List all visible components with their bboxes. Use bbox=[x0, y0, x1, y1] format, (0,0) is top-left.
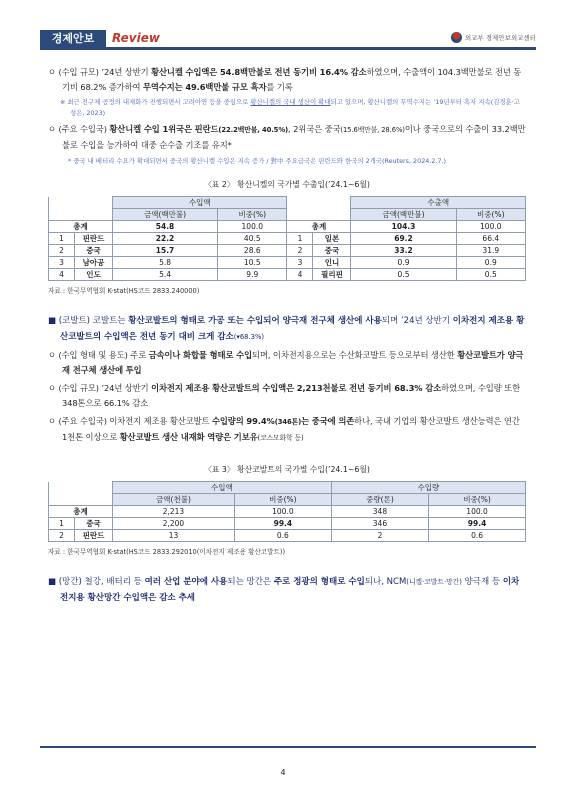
table-row: 4 인도 5.4 9.9 4 필리핀 0.5 0.5 bbox=[49, 269, 526, 281]
footer-divider bbox=[40, 746, 536, 748]
page-number: 4 bbox=[280, 768, 286, 777]
paragraph-import-scale-cobalt: ㅇ (수입 규모) ’24년 상반기 이차전지 제조용 황산코발트의 수입액은 2,213천불로 전년 동기비 68.3% 감소하였으며, 수입량 또한 348톤으로 66.1% 감소 bbox=[48, 383, 520, 408]
table3-qty-head: 수입량 bbox=[331, 482, 525, 494]
paragraph-import-form-cobalt: ㅇ (수입 형태 및 용도) 주로 금속이나 화합물 형태로 수입되며, 이차전지용으로는 수산화코발트 등으로부터 생산한 황산코발트가 양극재 전구체 생산에 투입 bbox=[48, 350, 524, 375]
org-label bbox=[451, 32, 536, 43]
note-china-demand: * 중국 내 배터리 수요가 확대되면서 중국의 황산니켈 수입은 지속 증가 / 對中 주요급국은 핀란드와 한국의 2개국(Reuters, 2024.2.7.) bbox=[68, 157, 447, 165]
section-tab: 경제안보 bbox=[40, 30, 106, 47]
table2-import-share-head: 비중(%) bbox=[218, 209, 287, 221]
paragraph-main-importer-cobalt: ㅇ (주요 수입국) 이차전지 제조용 황산코발트 수입량의 99.4%(346톤)는 중국에 의존하나, 국내 기업의 황산코발트 생산능력은 연간 1천톤 이상으로 황산코발트 생산 내재화 역량은 기보유(코스모화학 등) bbox=[48, 416, 520, 442]
table-cobalt-import: 수입액 수입량 금액(천불) 비중(%) 중량(톤) 비중(%) 총계 2,213 100.0 348 100.0 1 중국 2,200 99.4 346 99.4 2 핀란드 13 0.6 2 0.6 bbox=[48, 481, 526, 542]
page-content bbox=[48, 65, 526, 606]
table-row: 2 핀란드 13 0.6 2 0.6 bbox=[49, 530, 526, 542]
government-seal-icon bbox=[451, 32, 462, 43]
table-row: 총계 2,213 100.0 348 100.0 bbox=[49, 506, 526, 518]
table2-import-amount-head: 금액(백만불) bbox=[113, 209, 218, 221]
table-row: 1 중국 2,200 99.4 346 99.4 bbox=[49, 518, 526, 530]
paragraph-cobalt: ■ (코발트) 코발트는 황산코발트의 형태로 가공 또는 수입되어 양극재 전구체 생산에 사용되며 ’24년 상반기 이차전지 제조용 황산코발트의 수입액은 전년 동기 대비 크게 감소(▾68.3%) bbox=[48, 316, 525, 342]
table3-amount-head: 수입액 bbox=[113, 482, 332, 494]
table3-caption: 〈표 3〉 황산코발트의 국가별 수입(’24.1~6월) bbox=[204, 465, 370, 474]
review-label: Review bbox=[112, 31, 160, 45]
table-row: 총계 54.8 100.0 총계 104.3 100.0 bbox=[49, 221, 526, 233]
table-row: 3 남아공 5.8 10.5 3 인니 0.9 0.9 bbox=[49, 257, 526, 269]
note-domestic-production: ※ 최근 전구체 공정의 내재화가 진행되면서 고려아연 등을 중심으로 황산니켈의 국내 생산이 확대되고 있으며, 황산니켈의 무역수지는 ’19년부터 흑자 지속(김경훈·고성은, 2023) bbox=[60, 98, 520, 117]
table2-export-amount-head: 금액(백만불) bbox=[351, 209, 456, 221]
table2-import-head: 수입액 bbox=[113, 197, 287, 209]
table-nickel-trade bbox=[48, 196, 526, 281]
org-name: 외교부 경제안보외교센터 bbox=[464, 34, 536, 42]
table3-source: 자료 : 한국무역협회 K-stat(HS코드 2833.292010(이차전지 제조용 황산코발트)) bbox=[48, 548, 286, 556]
table2-source: 자료 : 한국무역협회 K-stat(HS코드 2833.240000) bbox=[48, 287, 200, 295]
page-header bbox=[40, 30, 536, 50]
paragraph-main-importer-nickel: ㅇ (주요 수입국) 황산니켈 수입 1위국은 핀란드(22.2백만불, 40.5%), 2위국은 중국(15.6백만불, 28.6%)이나 중국으로의 수출이 33.2백만불로 수입을 능가하여 대중 순수출 기조를 유지* bbox=[48, 124, 526, 150]
table-row: 1 핀란드 22.2 40.5 1 일본 69.2 66.4 bbox=[49, 233, 526, 245]
table2-export-head: 수출액 bbox=[351, 197, 526, 209]
paragraph-manganese: ■ (망간) 철강, 배터리 등 여러 산업 분야에 사용되는 망간은 주로 정광의 형태로 수입되나, NCM(니켈·코발트·망간) 양극재 등 이차전지용 황산망간 수입액은 감소 추세 bbox=[48, 577, 520, 603]
paragraph-import-scale-nickel: ㅇ (수입 규모) ’24년 상반기 황산니켈 수입액은 54.8백만불로 전년 동기비 16.4% 감소하였으며, 수출액이 104.3백만불로 전년 동기비 68.2% 증가하여 무역수지는 49.6백만불 규모 흑자를 기록 bbox=[48, 67, 522, 92]
table2-caption: 〈표 2〉 황산니켈의 국가별 수출입(’24.1~6월) bbox=[204, 180, 370, 189]
table2-export-share-head: 비중(%) bbox=[456, 209, 525, 221]
table-row: 2 중국 15.7 28.6 2 중국 33.2 31.9 bbox=[49, 245, 526, 257]
